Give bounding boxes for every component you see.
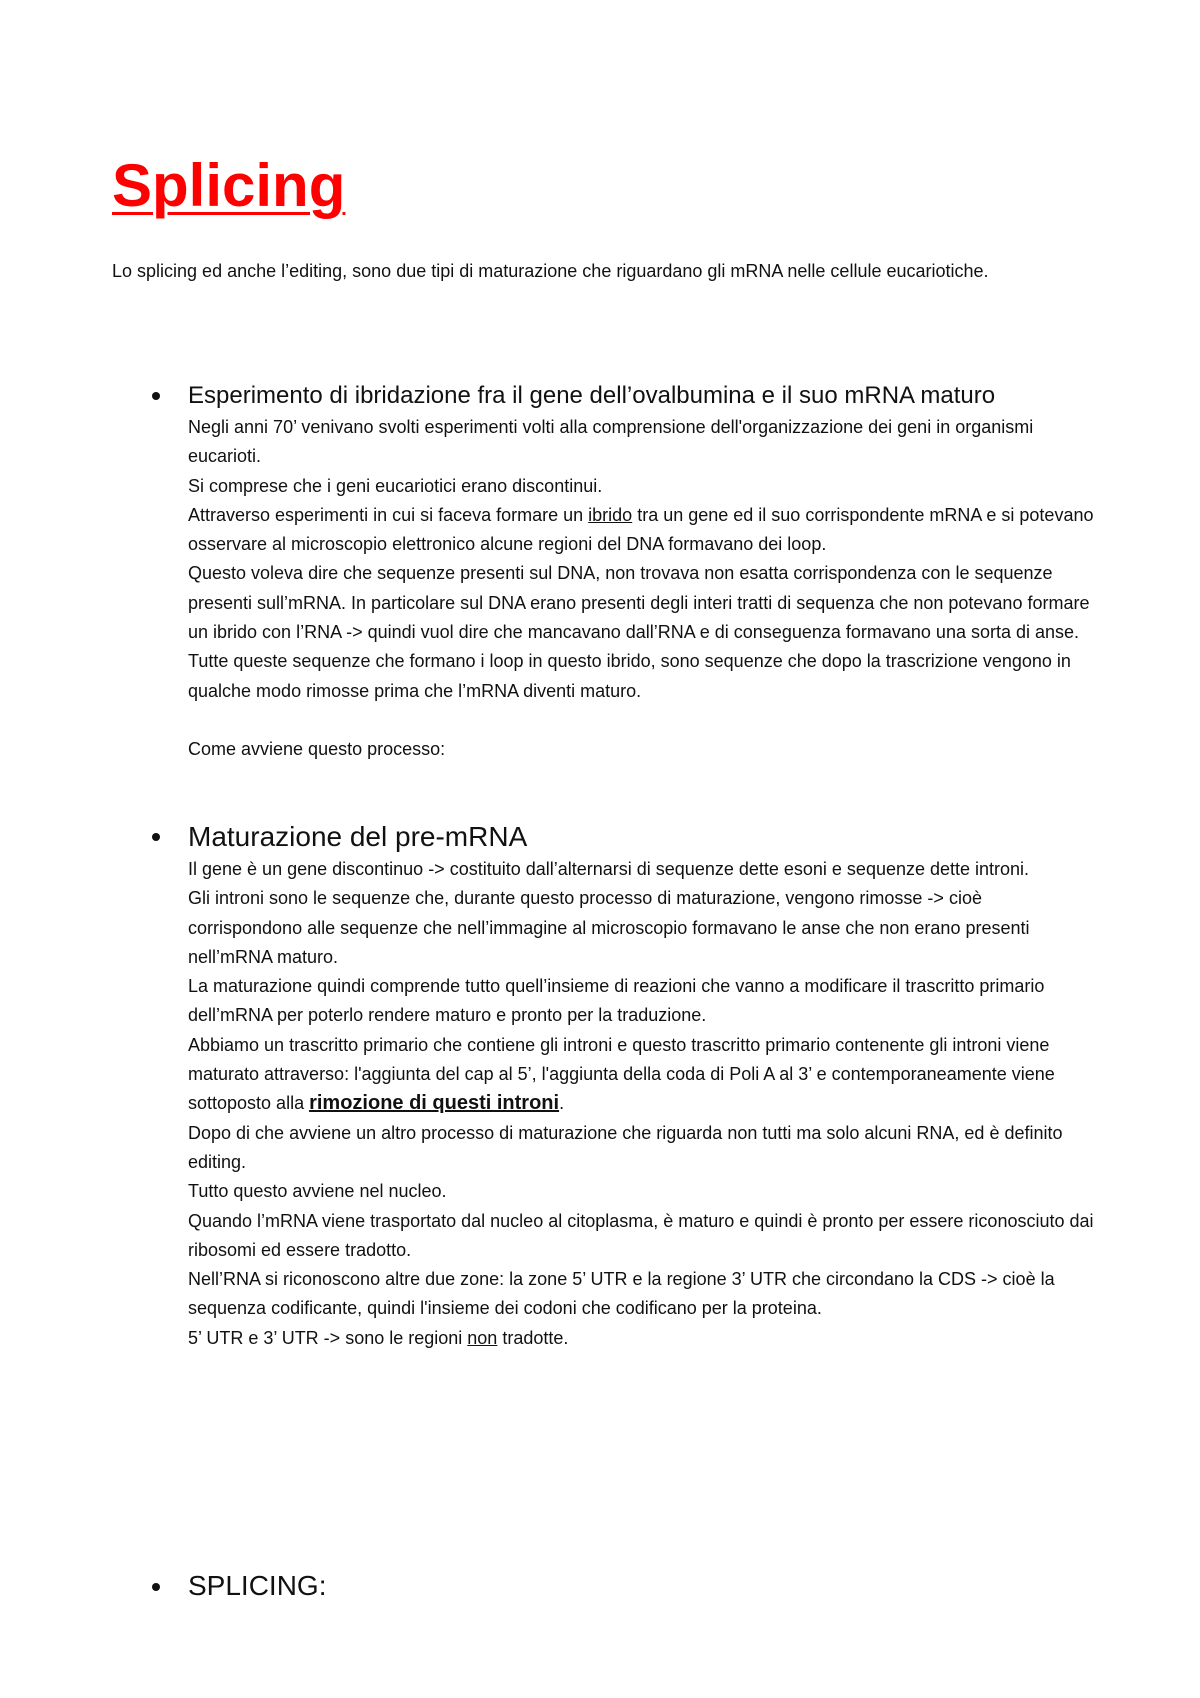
paragraph: La maturazione quindi comprende tutto quell’insieme di reazioni che vanno a modificare il trascritto primario dell’mRNA per poterlo rendere maturo e pronto per la traduzione. <box>188 976 1045 1026</box>
text-run: Abbiamo un trascritto primario che contiene gli introni e questo trascritto primario contenente gli introni viene maturato attraverso: l'aggiunta del cap al 5’, l'aggiunta della coda di Poli A al 3’ e contemporaneamente viene sottoposto alla <box>188 1034 1055 1114</box>
document-title: Splicing <box>112 152 346 219</box>
paragraph: Questo voleva dire che sequenze presenti sul DNA, non trovava non esatta corrispondenza con le sequenze presenti sull’mRNA. In particolare sul DNA erano presenti degli interi tratti di sequenza che non potevano formare un ibrido con l’RNA -> quindi vuol dire che mancavano dall’RNA e di conseguenza formavano una sorta di anse. <box>188 563 1090 643</box>
paragraph: Il gene è un gene discontinuo -> costituito dall’alternarsi di sequenze dette esoni e sequenze dette introni. <box>188 859 1030 879</box>
paragraph: Tutte queste sequenze che formano i loop in questo ibrido, sono sequenze che dopo la trascrizione vengono in qualche modo rimosse prima che l’mRNA diventi maturo. <box>188 651 1071 701</box>
section-body-esperimento <box>188 413 1098 764</box>
emphasized-term: rimozione di questi introni <box>309 1092 560 1115</box>
paragraph <box>188 1031 1098 1119</box>
paragraph: Tutto questo avviene nel nucleo. <box>188 1181 447 1202</box>
paragraph: Dopo di che avviene un altro processo di maturazione che riguarda non tutti ma solo alcuni RNA, ed è definito editing. <box>188 1122 1063 1172</box>
paragraph <box>188 501 1098 560</box>
bullet-icon <box>152 833 160 841</box>
paragraph <box>188 1324 1098 1353</box>
underlined-term: ibrido <box>588 504 633 525</box>
paragraph: Come avviene questo processo: <box>188 738 446 759</box>
text-run: tra un gene ed il suo corrispondente mRNA e si potevano osservare al microscopio elettronico alcune regioni del DNA formavano dei loop. <box>188 504 1094 555</box>
bullet-icon <box>152 392 160 400</box>
paragraph: Si comprese che i geni eucariotici erano discontinui. <box>188 475 603 496</box>
section-heading-maturazione: Maturazione del pre-mRNA <box>188 821 528 852</box>
underlined-term: non <box>467 1327 498 1348</box>
paragraph: Nell’RNA si riconoscono altre due zone: la zone 5’ UTR e la regione 3’ UTR che circondano la CDS -> cioè la sequenza codificante, quindi l'insieme dei codoni che codificano per la proteina. <box>188 1269 1055 1319</box>
bullet-icon <box>152 1583 160 1591</box>
paragraph: Negli anni 70’ venivano svolti esperimenti volti alla comprensione dell'organizzazione dei geni in organismi eucarioti. <box>188 417 1034 467</box>
text-run: tradotte. <box>497 1327 569 1348</box>
paragraph: Quando l’mRNA viene trasportato dal nucleo al citoplasma, è maturo e quindi è pronto per essere riconosciuto dai ribosomi ed essere tradotto. <box>188 1210 1094 1260</box>
text-run: 5’ UTR e 3’ UTR -> sono le regioni <box>188 1327 468 1348</box>
intro-paragraph: Lo splicing ed anche l’editing, sono due tipi di maturazione che riguardano gli mRNA nelle cellule eucariotiche. <box>112 261 989 281</box>
section-heading-esperimento: Esperimento di ibridazione fra il gene dell’ovalbumina e il suo mRNA maturo <box>188 382 996 409</box>
text-run: Attraverso esperimenti in cui si faceva formare un <box>188 504 589 525</box>
paragraph: Gli introni sono le sequenze che, durante questo processo di maturazione, vengono rimosse -> cioè corrispondono alle sequenze che nell’immagine al microscopio formavano le anse che non erano presenti nell’mRNA maturo. <box>188 888 1030 967</box>
section-heading-splicing: SPLICING: <box>188 1570 327 1601</box>
section-body-maturazione <box>188 855 1098 1353</box>
text-run: . <box>559 1093 565 1114</box>
